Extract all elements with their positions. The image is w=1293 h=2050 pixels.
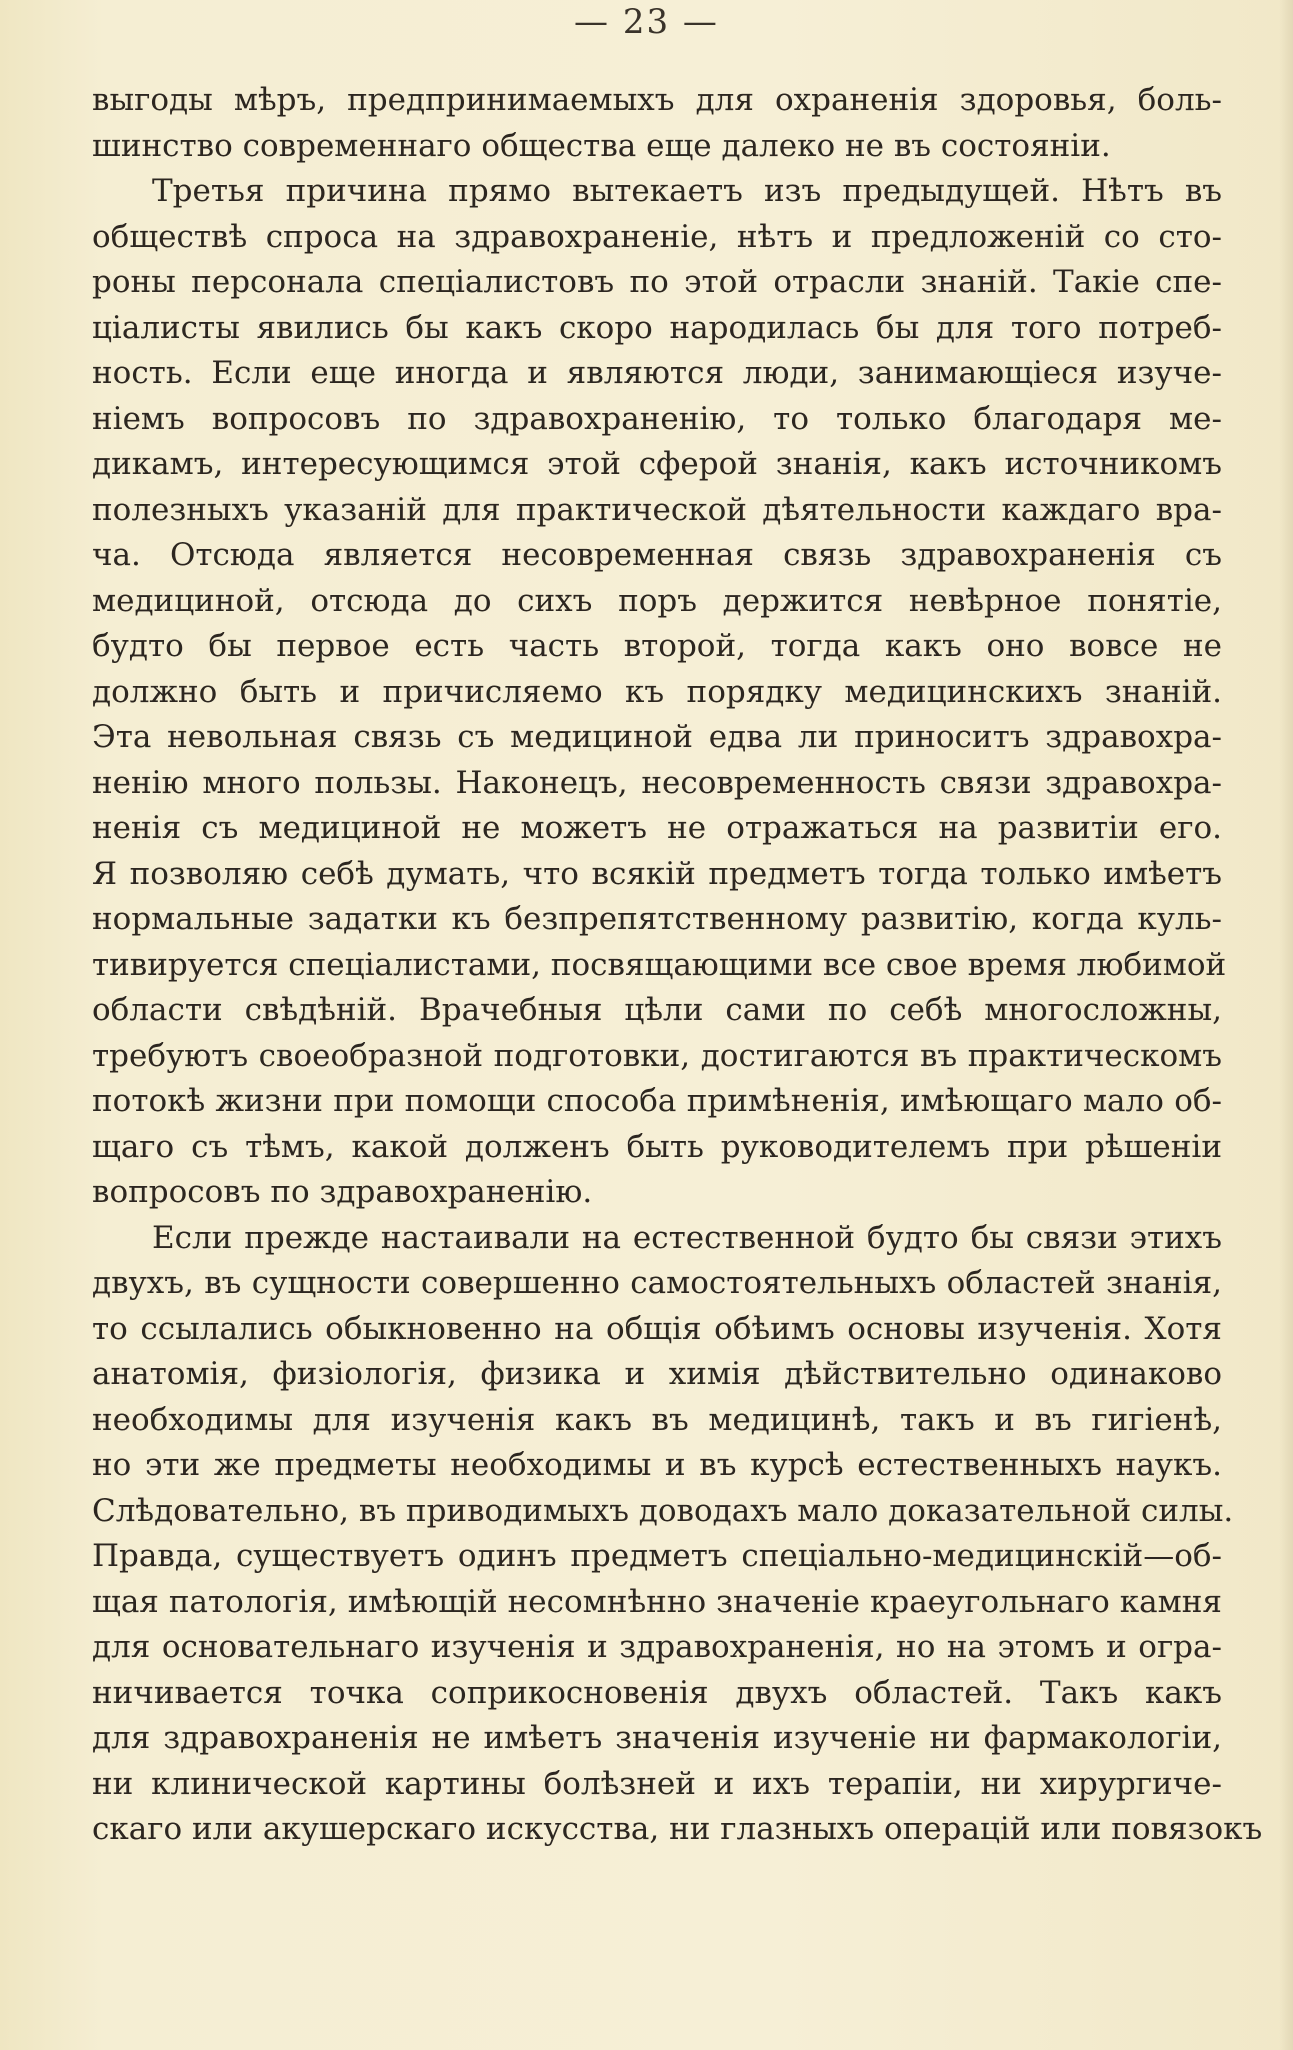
text-line: должно быть и причисляемо къ порядку медицинскихъ знаній. — [92, 673, 1222, 710]
text-line: медициной, отсюда до сихъ поръ держится невѣрное понятіе, — [92, 582, 1222, 619]
paragraph — [92, 78, 1222, 169]
text-line: тивируется спеціалистами, посвящающими все свое время любимой — [92, 946, 1227, 983]
text-line: ціалисты явились бы какъ скоро народилась бы для того потреб- — [92, 309, 1222, 346]
text-line: для основательнаго изученія и здравохраненія, но на этомъ и огра- — [92, 1629, 1222, 1665]
text-line: ненію много пользы. Наконецъ, несовременность связи здравохра- — [92, 764, 1222, 801]
text-line: Правда, существуетъ одинъ предметъ спеціально-медицинскій—об- — [92, 1538, 1222, 1574]
text-line: щаго съ тѣмъ, какой долженъ быть руководителемъ при рѣшеніи — [92, 1128, 1222, 1165]
text-line: но эти же предметы необходимы и въ курсѣ естественныхъ наукъ. — [92, 1447, 1222, 1483]
text-line: двухъ, въ сущности совершенно самостоятельныхъ областей знанія, — [92, 1265, 1222, 1301]
text-line: Третья причина прямо вытекаетъ изъ предыдущей. Нѣтъ въ — [152, 173, 1222, 209]
text-line: необходимы для изученія какъ въ медицинѣ, такъ и въ гигіенѣ, — [92, 1401, 1222, 1438]
text-line: вопросовъ по здравохраненію. — [92, 1174, 593, 1210]
text-line: требуютъ своеобразной подготовки, достигаются въ практическомъ — [92, 1037, 1222, 1074]
text-line: для здравохраненія не имѣетъ значенія изученіе ни фармакологіи, — [92, 1720, 1222, 1756]
text-line: анатомія, физіологія, физика и химія дѣйствительно одинаково — [92, 1356, 1222, 1392]
text-line: Я позволяю себѣ думать, что всякій предметъ тогда только имѣетъ — [92, 855, 1222, 892]
text-line: ность. Если еще иногда и являются люди, занимающіеся изуче- — [92, 355, 1222, 391]
text-line: скаго или акушерскаго искусства, ни глазныхъ операцій или повязокъ — [92, 1811, 1263, 1847]
text-line: дикамъ, интересующимся этой сферой знанія, какъ источникомъ — [92, 446, 1222, 482]
page-number: — 23 — — [574, 2, 719, 42]
text-line: Слѣдовательно, въ приводимыхъ доводахъ мало доказательной силы. — [92, 1492, 1234, 1529]
text-line: будто бы первое есть часть второй, тогда какъ оно вовсе не — [92, 628, 1222, 664]
text-line: Если прежде настаивали на естественной будто бы связи этихъ — [152, 1219, 1222, 1256]
text-line: ча. Отсюда является несовременная связь здравохраненія съ — [92, 537, 1222, 573]
paragraph — [92, 1216, 1263, 1853]
text-line: потокѣ жизни при помощи способа примѣненія, имѣющаго мало об- — [92, 1083, 1222, 1119]
text-line: Эта невольная связь съ медициной едва ли приноситъ здравохра- — [92, 719, 1222, 755]
text-line: выгоды мѣръ, предпринимаемыхъ для охраненія здоровья, боль- — [92, 82, 1222, 118]
text-line: ніемъ вопросовъ по здравохраненію, то только благодаря ме- — [92, 400, 1222, 437]
text-line: полезныхъ указаній для практической дѣятельности каждаго вра- — [92, 491, 1222, 528]
page-edge-shadow — [1279, 0, 1293, 2050]
text-line: ненія съ медициной не можетъ не отражаться на развитіи его. — [92, 810, 1222, 846]
text-line: ни клинической картины болѣзней и ихъ терапіи, ни хирургиче- — [92, 1765, 1222, 1802]
text-line: обществѣ спроса на здравохраненіе, нѣтъ и предложеній со сто- — [92, 218, 1222, 255]
text-line: щая патологія, имѣющій несомнѣнно значеніе краеугольнаго камня — [92, 1583, 1222, 1620]
text-line: ничивается точка соприкосновенія двухъ областей. Такъ какъ — [92, 1674, 1222, 1711]
body-text — [92, 78, 1263, 1853]
text-line: области свѣдѣній. Врачебныя цѣли сами по себѣ многосложны, — [92, 992, 1222, 1028]
text-line: нормальные задатки къ безпрепятственному развитію, когда куль- — [92, 901, 1222, 937]
paragraph — [92, 169, 1227, 1216]
text-line: роны персонала спеціалистовъ по этой отрасли знаній. Такіе спе- — [92, 264, 1222, 300]
text-line: шинство современнаго общества еще далеко не въ состояніи. — [92, 127, 1111, 164]
text-line: то ссылались обыкновенно на общія обѣимъ основы изученія. Хотя — [92, 1310, 1222, 1347]
